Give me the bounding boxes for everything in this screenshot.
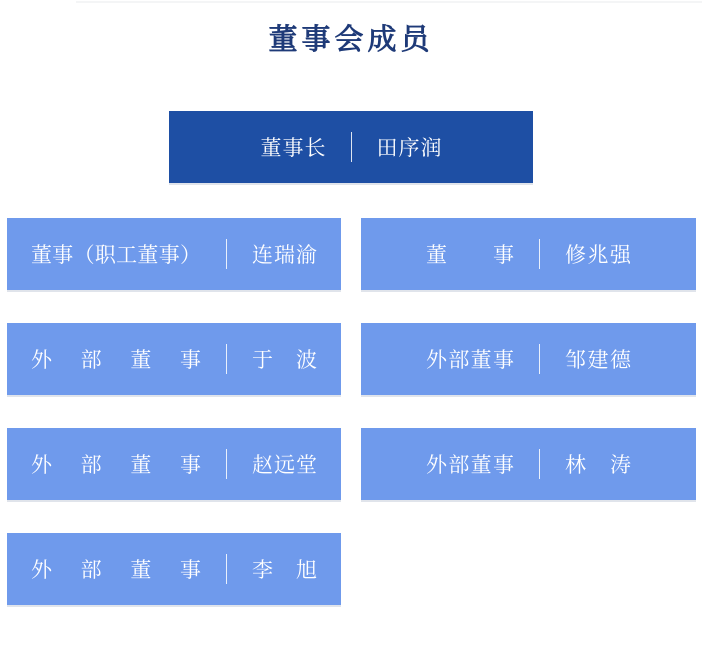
member-card bbox=[361, 323, 696, 395]
member-name: 邹建德 bbox=[565, 349, 631, 372]
divider bbox=[226, 239, 227, 269]
divider bbox=[226, 449, 227, 479]
member-name: 修兆强 bbox=[565, 244, 631, 267]
member-card bbox=[7, 533, 341, 605]
member-role-label: 董事 bbox=[426, 244, 514, 267]
member-card bbox=[361, 218, 696, 290]
page-title: 董事会成员 bbox=[268, 24, 434, 56]
member-card bbox=[7, 218, 341, 290]
member-role-label: 董事（职工董事） bbox=[31, 244, 201, 267]
top-divider-line bbox=[76, 1, 702, 3]
member-role-label: 外部董事 bbox=[31, 559, 201, 582]
member-name: 赵远堂 bbox=[252, 454, 317, 477]
member-role-label: 外部董事 bbox=[426, 454, 514, 477]
member-card bbox=[7, 428, 341, 500]
member-role-label: 外部董事 bbox=[426, 349, 514, 372]
divider bbox=[226, 554, 227, 584]
member-name: 于波 bbox=[252, 349, 317, 372]
member-role-label: 外部董事 bbox=[31, 454, 201, 477]
member-name: 李旭 bbox=[252, 559, 317, 582]
divider bbox=[226, 344, 227, 374]
chairman-card bbox=[169, 111, 533, 183]
divider bbox=[539, 449, 540, 479]
chairman-role-label: 董事长 bbox=[260, 137, 326, 160]
member-name: 连瑞渝 bbox=[252, 244, 317, 267]
chairman-name: 田序润 bbox=[376, 137, 442, 160]
divider bbox=[351, 132, 352, 162]
member-card bbox=[7, 323, 341, 395]
member-name: 林涛 bbox=[565, 454, 631, 477]
member-role-label: 外部董事 bbox=[31, 349, 201, 372]
divider bbox=[539, 239, 540, 269]
divider bbox=[539, 344, 540, 374]
member-card bbox=[361, 428, 696, 500]
